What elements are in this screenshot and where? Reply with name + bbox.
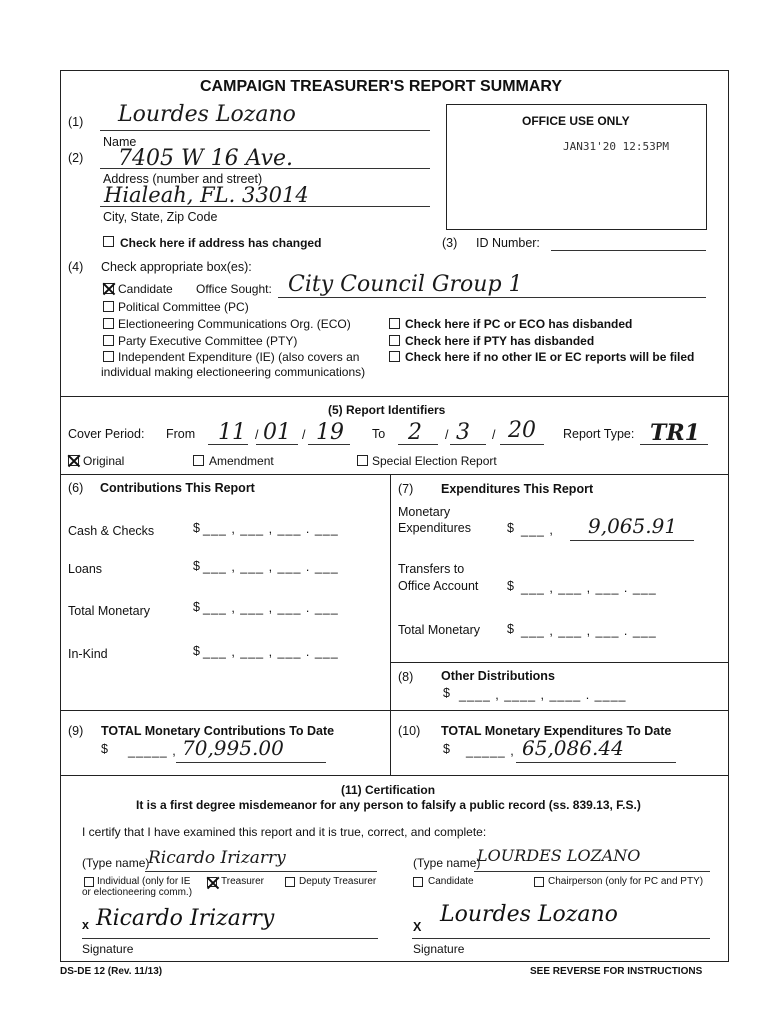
office-sought-value[interactable]: City Council Group 1 bbox=[288, 272, 523, 297]
from-year[interactable]: 19 bbox=[316, 420, 344, 445]
name-label: Name bbox=[103, 135, 137, 149]
pty-disbanded-label: Check here if PTY has disbanded bbox=[405, 334, 595, 348]
to-month[interactable]: 2 bbox=[408, 420, 422, 445]
candidate-label: Candidate bbox=[118, 282, 173, 296]
individual-label-1: Individual (only for IE bbox=[97, 876, 191, 887]
other-distributions-heading: Other Distributions bbox=[441, 669, 555, 683]
form-title: CAMPAIGN TREASURER'S REPORT SUMMARY bbox=[200, 78, 563, 95]
other-dist-value[interactable]: ____ , ____ , ____ . ____ bbox=[459, 688, 627, 702]
pc-eco-disbanded-checkbox[interactable] bbox=[389, 318, 400, 329]
num-8: (8) bbox=[398, 670, 414, 684]
loans-value[interactable]: ___ , ___ , ___ . ___ bbox=[203, 560, 339, 574]
to-day[interactable]: 3 bbox=[456, 420, 470, 445]
name-value[interactable]: Lourdes Lozano bbox=[118, 102, 296, 127]
total-contributions-blank: _____ , bbox=[128, 744, 177, 758]
amendment-checkbox[interactable] bbox=[193, 455, 204, 466]
cash-value[interactable]: ___ , ___ , ___ . ___ bbox=[203, 522, 339, 536]
total-monetary-label: Total Monetary bbox=[68, 604, 150, 618]
office-sought-label: Office Sought: bbox=[196, 282, 272, 296]
expenditures-heading: Expenditures This Report bbox=[441, 482, 594, 496]
deputy-treasurer-label: Deputy Treasurer bbox=[299, 876, 377, 887]
deputy-treasurer-checkbox[interactable] bbox=[285, 877, 295, 887]
monetary-exp-blank: ___ , bbox=[521, 523, 554, 537]
num-4: (4) bbox=[68, 260, 84, 274]
other-dist-dollar: $ bbox=[443, 686, 450, 700]
individual-label-2: or electioneering comm.) bbox=[82, 887, 193, 898]
left-type-name-value[interactable]: Ricardo Irizarry bbox=[148, 848, 286, 868]
from-sep-2: / bbox=[302, 428, 306, 442]
address-value[interactable]: 7405 W 16 Ave. bbox=[118, 146, 294, 171]
certification-heading: (11) Certification bbox=[341, 783, 436, 797]
from-sep-1: / bbox=[255, 428, 259, 442]
total-contributions-heading: TOTAL Monetary Contributions To Date bbox=[101, 724, 335, 738]
num-1: (1) bbox=[68, 115, 84, 129]
treasurer-label: Treasurer bbox=[221, 876, 264, 887]
received-stamp: JAN31'20 12:53PM bbox=[563, 140, 669, 153]
city-value[interactable]: Hialeah, FL. 33014 bbox=[104, 183, 309, 207]
in-kind-dollar: $ bbox=[193, 644, 200, 658]
special-election-label: Special Election Report bbox=[372, 454, 497, 468]
address-changed-label: Check here if address has changed bbox=[120, 236, 322, 250]
certification-warning: It is a first degree misdemeanor for any person to falsify a public record (ss. 839.13, F.S.) bbox=[136, 798, 641, 812]
total-expenditures-heading: TOTAL Monetary Expenditures To Date bbox=[441, 724, 672, 738]
exp-total-value[interactable]: ___ , ___ , ___ . ___ bbox=[521, 624, 657, 638]
form-id: DS-DE 12 (Rev. 11/13) bbox=[60, 966, 163, 977]
monetary-exp-label-2: Expenditures bbox=[398, 521, 471, 535]
num-6: (6) bbox=[68, 481, 84, 495]
cash-dollar: $ bbox=[193, 521, 200, 535]
left-signature: Ricardo Irizarry bbox=[96, 906, 275, 931]
candidate-cert-checkbox[interactable] bbox=[413, 877, 423, 887]
transfers-dollar: $ bbox=[507, 579, 514, 593]
address-label: Address (number and street) bbox=[103, 172, 263, 186]
pc-label: Political Committee (PC) bbox=[118, 300, 249, 314]
transfers-label-2: Office Account bbox=[398, 579, 479, 593]
report-identifiers-heading: (5) Report Identifiers bbox=[328, 403, 446, 417]
chairperson-label: Chairperson (only for PC and PTY) bbox=[548, 876, 704, 887]
pty-checkbox[interactable] bbox=[103, 335, 114, 346]
total-contributions-dollar: $ bbox=[101, 742, 108, 756]
address-changed-checkbox[interactable] bbox=[103, 236, 114, 247]
eco-checkbox[interactable] bbox=[103, 318, 114, 329]
monetary-exp-label-1: Monetary bbox=[398, 505, 451, 519]
no-other-reports-checkbox[interactable] bbox=[389, 351, 400, 362]
total-expenditures-value[interactable]: 65,086.44 bbox=[522, 736, 624, 760]
report-type-value[interactable]: TR1 bbox=[650, 420, 700, 446]
from-month[interactable]: 11 bbox=[218, 420, 246, 445]
exp-total-monetary-label: Total Monetary bbox=[398, 623, 480, 637]
monetary-exp-value[interactable]: 9,065.91 bbox=[588, 514, 678, 538]
cash-checks-label: Cash & Checks bbox=[68, 524, 155, 538]
pc-checkbox[interactable] bbox=[103, 301, 114, 312]
total-expenditures-blank: _____ , bbox=[466, 744, 515, 758]
num-2: (2) bbox=[68, 151, 84, 165]
report-type-label: Report Type: bbox=[563, 427, 635, 441]
id-label: ID Number: bbox=[476, 236, 540, 250]
no-other-reports-label: Check here if no other IE or EC reports will be filed bbox=[405, 350, 695, 364]
to-label: To bbox=[372, 427, 386, 441]
total-monetary-value[interactable]: ___ , ___ , ___ . ___ bbox=[203, 601, 339, 615]
num-10: (10) bbox=[398, 724, 421, 738]
right-signature-label: Signature bbox=[413, 942, 465, 956]
treasurer-checkbox[interactable] bbox=[207, 877, 217, 887]
from-label: From bbox=[166, 427, 196, 441]
in-kind-value[interactable]: ___ , ___ , ___ . ___ bbox=[203, 645, 339, 659]
monetary-exp-dollar: $ bbox=[507, 521, 514, 535]
left-x-mark: x bbox=[82, 918, 89, 932]
certification-statement: I certify that I have examined this report and it is true, correct, and complete: bbox=[82, 825, 487, 839]
to-sep-2: / bbox=[492, 428, 496, 442]
right-type-name-label: (Type name) bbox=[413, 856, 481, 870]
original-checkbox[interactable] bbox=[68, 455, 79, 466]
right-x-mark: X bbox=[413, 920, 422, 934]
exp-total-dollar: $ bbox=[507, 622, 514, 636]
pty-label: Party Executive Committee (PTY) bbox=[118, 334, 298, 348]
reverse-note: SEE REVERSE FOR INSTRUCTIONS bbox=[530, 966, 703, 977]
loans-label: Loans bbox=[68, 562, 103, 576]
from-day[interactable]: 01 bbox=[263, 420, 291, 445]
to-year[interactable]: 20 bbox=[508, 418, 536, 443]
contributions-heading: Contributions This Report bbox=[100, 481, 255, 495]
right-type-name-value[interactable]: LOURDES LOZANO bbox=[477, 846, 641, 865]
ie-label-line1: Independent Expenditure (IE) (also covers an bbox=[118, 350, 360, 364]
num-3: (3) bbox=[442, 236, 458, 250]
chairperson-checkbox[interactable] bbox=[534, 877, 544, 887]
in-kind-label: In-Kind bbox=[68, 647, 108, 661]
right-signature: Lourdes Lozano bbox=[440, 902, 618, 927]
num-7: (7) bbox=[398, 482, 414, 496]
cover-period-label: Cover Period: bbox=[68, 427, 145, 441]
transfers-label-1: Transfers to bbox=[398, 562, 465, 576]
amendment-label: Amendment bbox=[209, 454, 274, 468]
individual-checkbox[interactable] bbox=[84, 877, 94, 887]
transfers-value[interactable]: ___ , ___ , ___ . ___ bbox=[521, 581, 657, 595]
office-use-label: OFFICE USE ONLY bbox=[522, 114, 630, 128]
to-sep-1: / bbox=[445, 428, 449, 442]
eco-label: Electioneering Communications Org. (ECO) bbox=[118, 317, 351, 331]
pc-eco-disbanded-label: Check here if PC or ECO has disbanded bbox=[405, 317, 633, 331]
ie-checkbox[interactable] bbox=[103, 351, 114, 362]
ie-label-line2: individual making electioneering communications) bbox=[101, 365, 366, 379]
num-9: (9) bbox=[68, 724, 84, 738]
total-monetary-dollar: $ bbox=[193, 600, 200, 614]
loans-dollar: $ bbox=[193, 559, 200, 573]
total-contributions-value[interactable]: 70,995.00 bbox=[182, 736, 284, 760]
candidate-checkbox[interactable] bbox=[103, 283, 114, 294]
left-signature-label: Signature bbox=[82, 942, 134, 956]
candidate-cert-label: Candidate bbox=[428, 876, 474, 887]
original-label: Original bbox=[83, 454, 125, 468]
special-election-checkbox[interactable] bbox=[357, 455, 368, 466]
check-boxes-label: Check appropriate box(es): bbox=[101, 260, 252, 274]
left-type-name-label: (Type name) bbox=[82, 856, 150, 870]
total-expenditures-dollar: $ bbox=[443, 742, 450, 756]
city-label: City, State, Zip Code bbox=[103, 210, 218, 224]
pty-disbanded-checkbox[interactable] bbox=[389, 335, 400, 346]
